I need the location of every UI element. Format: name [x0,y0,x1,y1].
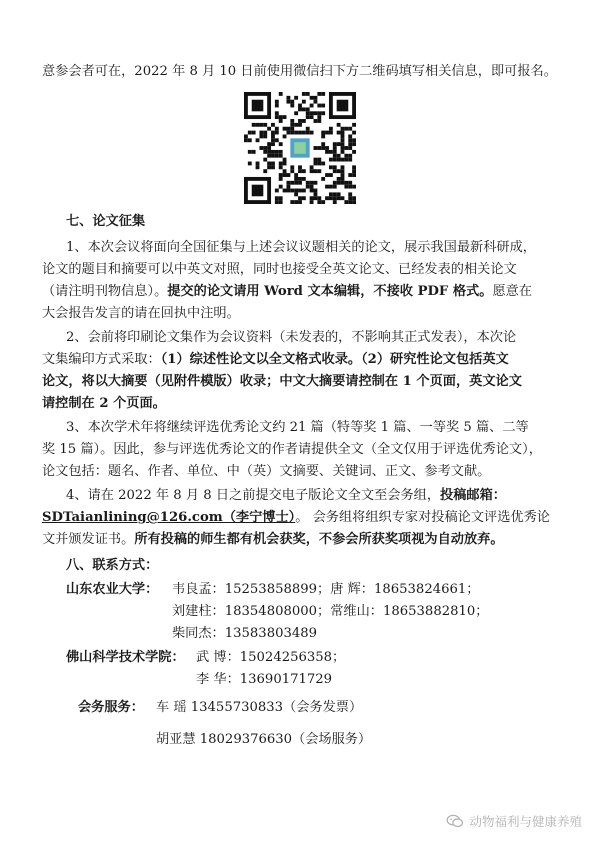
p2-line2-bold: （1）综述性论文以全文格式收录。（2）研究性论文包括英文 [160,352,509,367]
p2-line2 [42,350,562,370]
p3-line3: 论文包括：题名、作者、单位、中（英）文摘要、关键词、正文、参考文献。 [42,464,491,479]
p1-line2: 论文的题目和摘要可以中英文对照，同时也接受全英文论文、已经发表的相关论文 [42,262,517,277]
section8-heading: 八、联系方式： [66,558,159,573]
p4-line2 [42,508,562,528]
p4-line3-bold: 所有投稿的师生都有机会获奖，不参会所获奖项视为自动放弃。 [134,532,504,547]
org1-contact-2: 刘建柱：18354808000；常维山：18653882810； [172,604,489,619]
p1-line4: 大会报告发言的请在回执中注明。 [42,306,240,321]
intro-line: 意参会者可在，2022 年 8 月 10 日前使用微信扫下方二维码填写相关信息，即可报名。 [42,64,557,79]
p2-line3: 论文，将以大摘要（见附件模版）收录；中文大摘要请控制在 1 个页面，英文论文 [42,374,522,389]
p1-line3-bold: 提交的论文请用 Word 文本编辑，不接收 PDF 格式。 [167,284,493,299]
org2-name: 佛山科学技术学院： [66,650,185,665]
org2-contact-1: 武 博：15024256358； [196,650,346,665]
org1-contact-1: 韦良孟：15253858899；唐 辉：18653824661； [172,582,480,597]
p4-line3-a: 文并颁发证书。 [42,532,135,547]
org2-contact-2: 李 华：13690171729 [196,672,333,687]
p2-line4: 请控制在 2 个页面。 [42,396,166,411]
service-label: 会务服务： [78,700,144,715]
p4-line1 [66,486,586,506]
p3-line2: 奖 15 篇）。因此，参与评选优秀论文的作者请提供全文（全文仅用于评选优秀论文）， [42,442,542,457]
p1-line3-c: 愿意在 [492,284,532,299]
submission-email-label: 投稿邮箱： [440,488,506,503]
org1-name: 山东农业大学： [66,582,159,597]
p3-line1: 3、本次学术年将继续评选优秀论文约 21 篇（特等奖 1 篇、一等奖 5 篇、二等 [66,420,529,435]
p1-line1: 1、本次会议将面向全国征集与上述会议议题相关的论文，展示我国最新科研成， [66,240,536,255]
section7-heading: 七、论文征集 [66,214,146,229]
p2-line1: 2、会前将印刷论文集作为会议资料（未发表的，不影响其正式发表），本次论 [66,330,517,345]
submission-email-link[interactable]: SDTaianlining@126.com（李宁博士） [42,510,296,525]
p1-line3 [42,282,562,302]
qr-code-icon[interactable] [244,92,356,204]
service-contact-1: 车 瑶 13455730833（会务发票） [156,700,363,715]
p1-line3-a: （请注明刊物信息）。 [42,284,168,299]
p2-line2-a: 文集编印方式采取： [42,352,161,367]
wechat-icon [446,814,464,828]
p4-line3 [42,530,562,550]
wechat-account-name: 动物福利与健康养殖 [469,814,582,829]
p4-line1-a: 4、请在 2022 年 8 月 8 日之前提交电子版论文全文至会务组， [66,488,441,503]
p4-line2-b: 。 会务组将组织专家对投稿论文评选优秀论 [295,510,550,525]
org1-contact-3: 柴同杰：13583803489 [172,626,318,641]
wechat-account-watermark [446,812,582,830]
service-contact-2: 胡亚慧 18029376630（会场服务） [156,732,372,747]
